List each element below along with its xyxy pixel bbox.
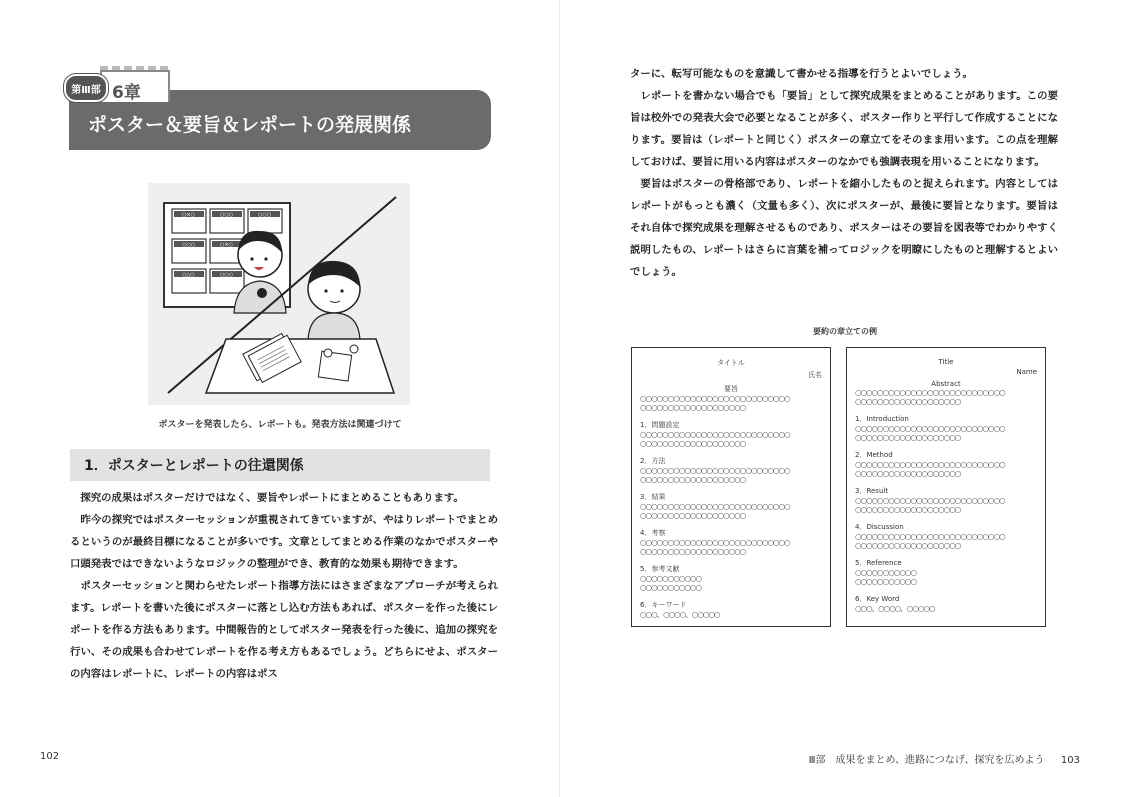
circle-line: ○○○○○○○○○○○○○○○○○○○○○○○○○○○ xyxy=(855,532,1005,541)
poster-card-7: ○○○ xyxy=(220,272,234,278)
summary-example-english xyxy=(846,347,1046,627)
running-footer: Ⅲ部 成果をまとめ、進路につなげ、探究を広めよう xyxy=(808,755,1045,766)
jp-section-5: 5．参考文献 xyxy=(640,565,680,573)
poster-card-2: ○○○ xyxy=(220,212,234,218)
jp-section-6: 6．キーワード xyxy=(640,601,687,609)
jp-section-4: 4．考察 xyxy=(640,529,666,537)
left-paragraph-1: 探究の成果はポスターだけではなく、要旨やレポートにまとめることもあります。 xyxy=(80,492,464,504)
circle-line: ○○○○○○○○○○○○○○○○○○○○○○○○○○○ xyxy=(855,388,1005,397)
footer-right xyxy=(760,751,1080,766)
jp-section-3: 3．結果 xyxy=(640,493,666,501)
left-paragraph-2: 昨今の探究ではポスターセッションが重視されてきていますが、やはりレポートでまとめるというのが最終目標になることが多いです。文章としてまとめる作業のなかでポスターや口頭発表ではできないようなロジックの整理ができ、教育的な効果も期待できます。 xyxy=(70,514,498,570)
circle-line: ○○○○○○○○○○○○○○○○○○○ xyxy=(640,439,746,448)
jp-keywords: ○○○、○○○○、○○○○○ xyxy=(640,610,720,619)
poster-card-5: ○×○ xyxy=(220,242,233,248)
chapter-number: 6章 xyxy=(112,83,141,103)
circle-line: ○○○○○○○○○○○○○○○○○○○○○○○○○○○ xyxy=(640,394,790,403)
jp-title: タイトル xyxy=(717,359,745,367)
right-paragraph-3: 要旨はポスターの骨格部であり、レポートを縮小したものと捉えられます。内容としてはレポートがもっとも濃く（文量も多く）、次にポスターが、最後に要旨となります。要旨はそれ自体で探究成果を理解させるものであり、ポスターはその要旨を図表等でわかりやすく説明したもの、レポートはさらに言葉を補ってロジックを明瞭にしたものと理解するとよいでしょう。 xyxy=(630,178,1058,278)
left-body-text xyxy=(70,487,498,685)
jp-abstract: 要旨 xyxy=(724,385,738,393)
jp-name: 氏名 xyxy=(808,371,822,379)
section-heading: 1．ポスターとレポートの往還関係 xyxy=(84,458,304,474)
part-badge: 第Ⅲ部 xyxy=(64,74,108,102)
left-paragraph-3: ポスターセッションと関わらせたレポート指導方法にはさまざまなアプローチが考えられます。レポートを書いた後にポスターに落とし込む方法もあれば、ポスターを作った後にレポートを作る方法もあります。中間報告的としてポスター発表を行った後に、追加の探究を行い、その成果も合わせてレポートを作る考え方もあるでしょう。どちらにせよ、ポスターの内容はレポートに、レポートの内容はポス xyxy=(70,580,498,680)
circle-line: ○○○○○○○○○○○ xyxy=(855,568,916,577)
poster-card-4: ○○○ xyxy=(182,242,196,248)
jp-section-2: 2．方法 xyxy=(640,457,666,465)
circle-line: ○○○○○○○○○○○○○○○○○○○ xyxy=(855,433,961,442)
poster-card-1: ○×○ xyxy=(182,212,195,218)
circle-line: ○○○○○○○○○○○○○○○○○○○ xyxy=(855,505,961,514)
en-section-6: 6．Key Word xyxy=(855,595,900,603)
right-body-text xyxy=(630,63,1058,283)
section-heading-box xyxy=(70,449,490,481)
en-section-4: 4．Discussion xyxy=(855,523,904,531)
en-title: Title xyxy=(938,358,954,366)
circle-line: ○○○○○○○○○○○○○○○○○○○ xyxy=(640,475,746,484)
en-abstract: Abstract xyxy=(931,380,961,388)
circle-line: ○○○○○○○○○○○○○○○○○○○○○○○○○○○ xyxy=(640,466,790,475)
circle-line: ○○○○○○○○○○○ xyxy=(855,577,916,586)
illustration-caption: ポスターを発表したら、レポートも。発表方法は関連づけて xyxy=(158,420,402,430)
page-number-right: 103 xyxy=(1060,755,1080,766)
circle-line: ○○○○○○○○○○○○○○○○○○○ xyxy=(640,511,746,520)
summary-example-japanese xyxy=(631,347,831,627)
page-gutter xyxy=(559,0,560,797)
illustration-drawing xyxy=(148,183,410,405)
en-section-2: 2．Method xyxy=(855,451,893,459)
en-section-5: 5．Reference xyxy=(855,559,902,567)
page-number-left: 102 xyxy=(40,751,60,762)
poster-card-6: ○△○ xyxy=(182,272,195,278)
circle-line: ○○○○○○○○○○○ xyxy=(640,583,701,592)
circle-line: ○○○○○○○○○○○○○○○○○○○○○○○○○○○ xyxy=(855,460,1005,469)
circle-line: ○○○○○○○○○○○○○○○○○○○ xyxy=(640,547,746,556)
circle-line: ○○○○○○○○○○○○○○○○○○○ xyxy=(640,403,746,412)
left-page xyxy=(0,0,560,797)
right-paragraph-1: ターに、転写可能なものを意識して書かせる指導を行うとよいでしょう。 xyxy=(630,68,973,80)
circle-line: ○○○○○○○○○○○○○○○○○○○○○○○○○○○ xyxy=(640,430,790,439)
figure-title: 要約の章立ての例 xyxy=(813,327,877,336)
circle-line: ○○○○○○○○○○○○○○○○○○○○○○○○○○○ xyxy=(855,424,1005,433)
circle-line: ○○○○○○○○○○○○○○○○○○○○○○○○○○○ xyxy=(855,496,1005,505)
circle-line: ○○○○○○○○○○○○○○○○○○○ xyxy=(855,397,961,406)
jp-section-1: 1．問題設定 xyxy=(640,421,680,429)
poster-card-3: ○○○ xyxy=(258,212,272,218)
en-section-1: 1．Introduction xyxy=(855,415,909,423)
right-paragraph-2: レポートを書かない場合でも「要旨」として探究成果をまとめることがあります。この要旨は校外での発表大会で必要となることが多く、ポスター作りと平行して作成することになります。要旨は（レポートと同じく）ポスターの章立てをそのまま用います。この点を理解しておけば、要旨に用いる内容はポスターのなかでも強調表現を用いることになります。 xyxy=(630,90,1058,168)
circle-line: ○○○○○○○○○○○○○○○○○○○○○○○○○○○ xyxy=(640,502,790,511)
circle-line: ○○○○○○○○○○○○○○○○○○○ xyxy=(855,541,961,550)
chapter-title: ポスター＆要旨＆レポートの発展関係 xyxy=(88,114,412,136)
circle-line: ○○○○○○○○○○○○○○○○○○○ xyxy=(855,469,961,478)
en-keywords: ○○○、○○○○、○○○○○ xyxy=(855,604,935,613)
illustration xyxy=(148,183,410,405)
en-name: Name xyxy=(1016,368,1037,376)
en-section-3: 3．Result xyxy=(855,487,889,495)
circle-line: ○○○○○○○○○○○ xyxy=(640,574,701,583)
circle-line: ○○○○○○○○○○○○○○○○○○○○○○○○○○○ xyxy=(640,538,790,547)
